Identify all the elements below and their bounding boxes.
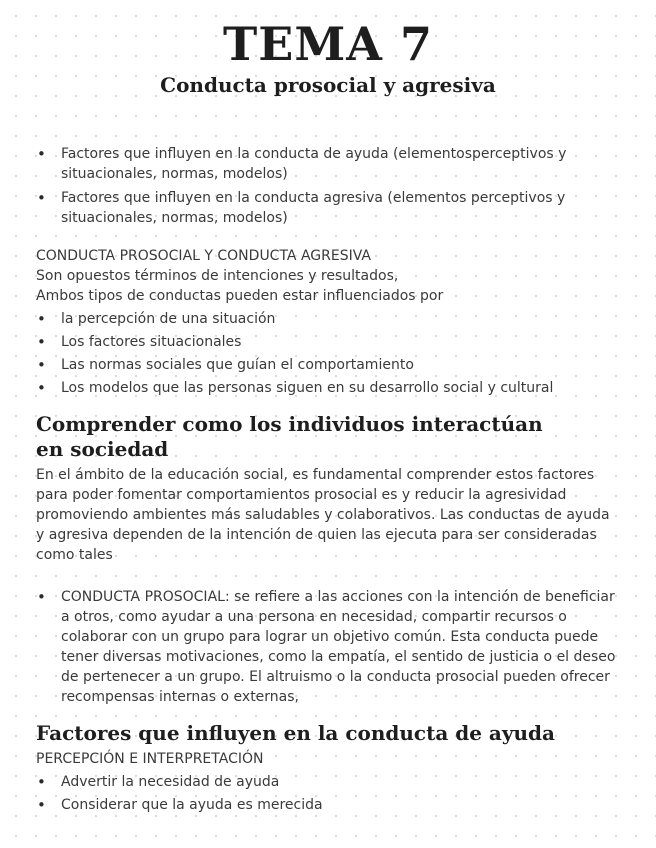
- influence-bullet-list: [36, 309, 626, 398]
- text-line: Ambos tipos de conductas pueden estar influenciados por: [36, 288, 444, 304]
- percepcion-subheading: [36, 749, 616, 769]
- text-line: Son opuestos términos de intenciones y resultados,: [36, 268, 399, 284]
- ayuda-bullet-list: [36, 772, 616, 815]
- section-heading-factores-ayuda: Factores que influyen en la conducta de ayuda: [36, 721, 555, 745]
- paragraph: En el ámbito de la educación social, es fundamental comprender estos factores para poder fomentar comportamientos prosocial es y reducir la agresividad promoviendo ambientes más saludables y colaborativos. Las conductas de ayuda y agresiva dependen de la intención de quien las ejecuta para ser consideradas como tales: [36, 467, 610, 563]
- list-item: • Considerar que la ayuda es merecida: [36, 795, 616, 815]
- subheading: PERCEPCIÓN E INTERPRETACIÓN: [36, 751, 264, 767]
- list-item: • Los modelos que las personas siguen en su desarrollo social y cultural: [36, 378, 626, 398]
- list-item: • Las normas sociales que guían el comportamiento: [36, 355, 626, 375]
- list-item: • Los factores situacionales: [36, 332, 626, 352]
- list-item: • Factores que influyen en la conducta agresiva (elementos perceptivos y situacionales, normas, modelos): [36, 188, 608, 228]
- list-item: • Factores que influyen en la conducta de ayuda (elementosperceptivos y situacionales, normas, modelos): [36, 144, 608, 184]
- intro-bullet-list: [36, 144, 608, 228]
- list-item: • CONDUCTA PROSOCIAL: se refiere a las acciones con la intención de beneficiar a otros, como ayudar a una persona en necesidad, compartir recursos o colaborar con un grupo para lograr un objetivo común. Esta conducta puede tener diversas motivaciones, como la empatía, el sentido de justicia o el deseo de pertenecer a un grupo. El altruismo o la conducta prosocial pueden ofrecer recompensas internas o externas,: [36, 587, 618, 707]
- section-heading-comprender: Comprender como los individuos interactúan en sociedad: [36, 412, 543, 461]
- page-title: TEMA 7: [223, 17, 433, 71]
- page-subtitle: Conducta prosocial y agresiva: [160, 73, 496, 97]
- list-item: • la percepción de una situación: [36, 309, 626, 329]
- comprender-paragraph: [36, 465, 616, 565]
- section-prosocial-agresiva: [36, 246, 616, 306]
- list-item: • Advertir la necesidad de ayuda: [36, 772, 616, 792]
- prosocial-bullet-list: [36, 587, 618, 707]
- section-heading: CONDUCTA PROSOCIAL Y CONDUCTA AGRESIVA: [36, 248, 371, 264]
